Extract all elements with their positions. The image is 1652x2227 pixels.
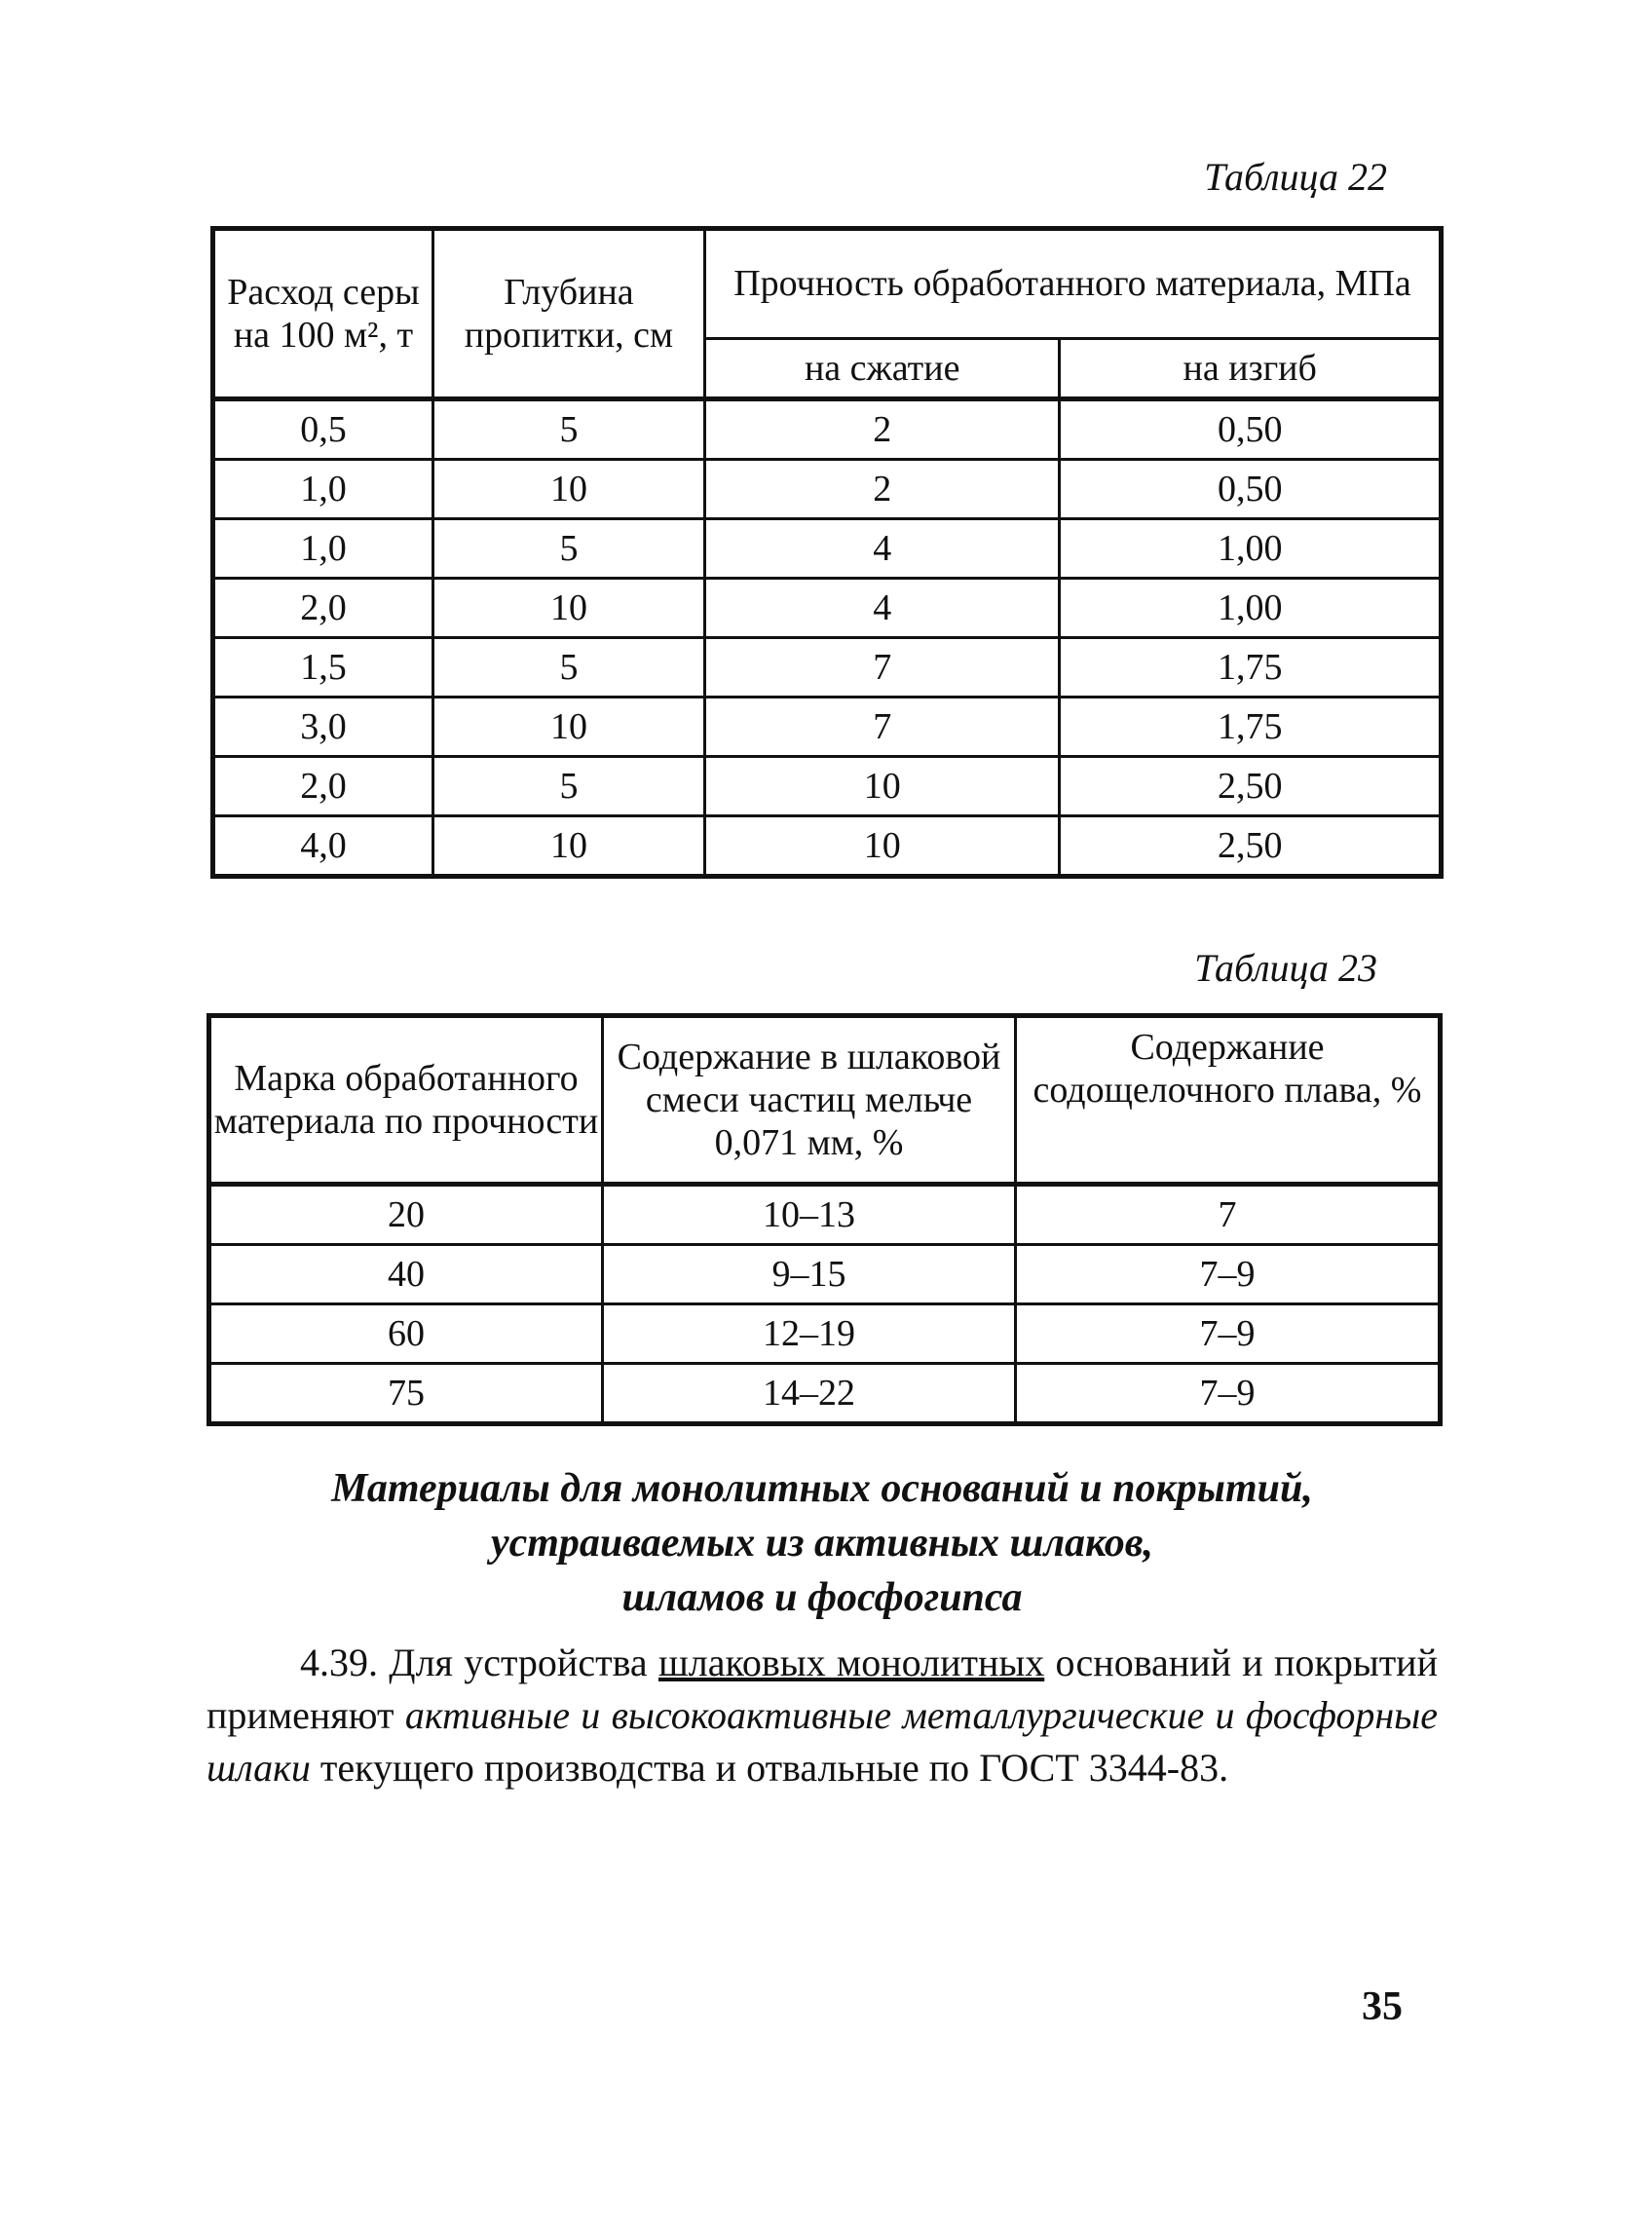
- table-cell: 7–9: [1016, 1245, 1441, 1304]
- section-heading-line-1: Материалы для монолитных оснований и покрытий,: [331, 1466, 1313, 1511]
- section-heading-line-3: шламов и фосфогипса: [621, 1575, 1023, 1620]
- table-cell: 4,0: [213, 816, 433, 877]
- table-cell: 12–19: [603, 1304, 1016, 1364]
- table-cell: 2: [704, 399, 1059, 460]
- table-cell: 4: [704, 579, 1059, 638]
- table22-caption: Таблица 22: [1204, 155, 1387, 199]
- header-soda-alkali-content: Содержание содощелочного плава, %: [1016, 1016, 1441, 1185]
- table-cell: 1,75: [1060, 698, 1442, 757]
- table-cell: 1,75: [1060, 638, 1442, 698]
- section-heading: [206, 1461, 1438, 1625]
- section-heading-line-2: устраиваемых из активных шлаков,: [490, 1521, 1154, 1566]
- table-cell: 10: [704, 757, 1059, 816]
- table-cell: 5: [432, 638, 704, 698]
- table-cell: 4: [704, 519, 1059, 579]
- table-cell: 10–13: [603, 1185, 1016, 1245]
- table-row: [213, 399, 1442, 460]
- table-cell: 10: [704, 816, 1059, 877]
- table-cell: 1,0: [213, 519, 433, 579]
- table-row: [213, 579, 1442, 638]
- table-cell: 7: [1016, 1185, 1441, 1245]
- paragraph-underlined-text: шлаковых монолитных: [657, 1641, 1045, 1684]
- table-cell: 40: [209, 1245, 603, 1304]
- table-row: [213, 698, 1442, 757]
- table-cell: 75: [209, 1364, 603, 1424]
- table-cell: 3,0: [213, 698, 433, 757]
- paragraph-4-39: [206, 1637, 1438, 1794]
- table-cell: 0,50: [1060, 399, 1442, 460]
- table-cell: 2,0: [213, 579, 433, 638]
- table-cell: 7: [704, 698, 1059, 757]
- header-material-grade: Марка обработанного материала по прочности: [209, 1016, 603, 1185]
- header-fine-particles: Содержание в шлаковой смеси частиц мельче 0,071 мм, %: [603, 1016, 1016, 1185]
- table-23: [206, 1013, 1443, 1426]
- table-row: [213, 638, 1442, 698]
- table-cell: 2,50: [1060, 757, 1442, 816]
- table23-caption: Таблица 23: [1194, 946, 1377, 990]
- table-cell: 20: [209, 1185, 603, 1245]
- table-cell: 9–15: [603, 1245, 1016, 1304]
- table-cell: 10: [432, 698, 704, 757]
- table-cell: 14–22: [603, 1364, 1016, 1424]
- table-row: [213, 519, 1442, 579]
- table-cell: 0,5: [213, 399, 433, 460]
- table-row: [213, 816, 1442, 877]
- table-row: [213, 757, 1442, 816]
- paragraph-text-c: текущего производства и отвальные по ГОСТ 3344-83.: [319, 1746, 1229, 1790]
- table-cell: 1,0: [213, 460, 433, 519]
- table-cell: 5: [432, 399, 704, 460]
- header-compression: на сжатие: [704, 338, 1059, 398]
- header-impregnation-depth: Глубина пропитки, см: [432, 229, 704, 399]
- table-cell: 7: [704, 638, 1059, 698]
- table-cell: 60: [209, 1304, 603, 1364]
- table-cell: 7–9: [1016, 1304, 1441, 1364]
- table-cell: 2,50: [1060, 816, 1442, 877]
- table-cell: 5: [432, 519, 704, 579]
- table-cell: 0,50: [1060, 460, 1442, 519]
- table-row: [209, 1245, 1441, 1304]
- header-strength-group: Прочность обработанного материала, МПа: [704, 229, 1441, 339]
- table-cell: 10: [432, 579, 704, 638]
- table-cell: 5: [432, 757, 704, 816]
- table-row: [209, 1185, 1441, 1245]
- table-cell: 2: [704, 460, 1059, 519]
- paragraph-number: 4.39.: [300, 1641, 378, 1684]
- table-cell: 1,5: [213, 638, 433, 698]
- paragraph-italic-text: активные и высокоактивные металлургические и фосфорные шлаки: [206, 1693, 1439, 1790]
- table-cell: 7–9: [1016, 1364, 1441, 1424]
- table-22: [210, 226, 1444, 879]
- table-row: [209, 1304, 1441, 1364]
- table-cell: 10: [432, 816, 704, 877]
- table-cell: 2,0: [213, 757, 433, 816]
- header-sulfur-consumption: Расход серы на 100 м², т: [213, 229, 433, 399]
- table-cell: 10: [432, 460, 704, 519]
- header-bending: на изгиб: [1060, 338, 1442, 398]
- paragraph-text-a: Для устройства: [389, 1641, 648, 1684]
- page-number: 35: [1362, 1984, 1403, 2029]
- table-row: [213, 460, 1442, 519]
- paragraph-text-b: оснований и покрытий применяют: [206, 1641, 1438, 1737]
- table-cell: 1,00: [1060, 579, 1442, 638]
- table-cell: 1,00: [1060, 519, 1442, 579]
- table-row: [209, 1364, 1441, 1424]
